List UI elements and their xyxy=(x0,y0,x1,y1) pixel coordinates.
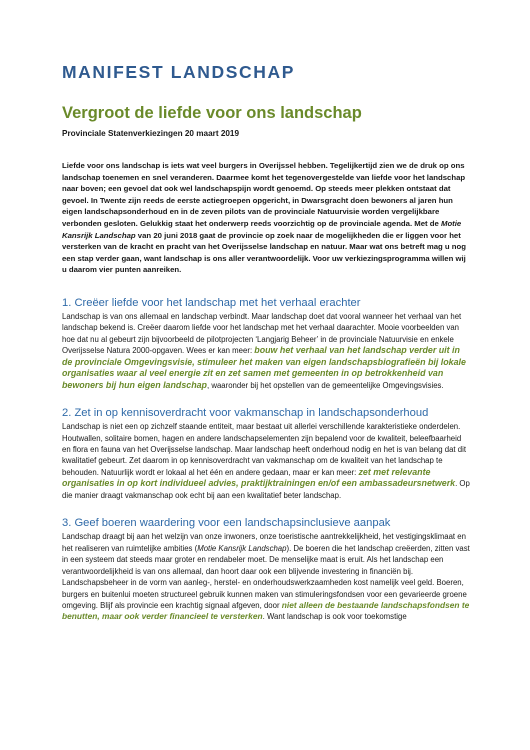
section-3-text: Landschap draagt bij aan het welzijn van onze inwoners, onze toeristische aantrekkelijkheid, het vestigingsklimaat en het realiseren van ruimtelijke ambities ( xyxy=(62,532,466,553)
section-1-highlight: bouw het verhaal van het landschap verder uit in de provinciale Omgevingsvisie, stimuleer het maken van eigen landschapsbiografieën bij lokale organisaties waar al veel energie zit en zet samen met gemeenten in op betrokkenheid van bewoners bij hun eigen landschap xyxy=(62,345,466,390)
section-3-text-end: . Want landschap is ook voor toekomstige xyxy=(262,612,407,622)
section-2-body xyxy=(62,421,472,501)
intro-motion-name: Motie Kansrijk Landschap xyxy=(62,218,462,240)
section-2-text-end: . Op die manier draagt vakmanschap ook echt bij aan een kwalitatief beter landschap. xyxy=(62,479,470,500)
section-3-highlight: niet alleen de bestaande landschapsfondsen te benutten, maar ook verder financieel te versterken xyxy=(62,600,470,622)
section-1-body xyxy=(62,311,472,391)
intro-text-1: Liefde voor ons landschap is iets wat veel burgers in Overijssel hebben. Tegelijkertijd zien we de druk op ons landschap toenemen en snel veranderen. Daarmee komt het tegenovergestelde van liefde voor het landschap naar boven; een gevoel dat ook wel landschapspijn wordt genoemd. Op steeds meer plekken ontstaat dat gevoel. In Twente zijn reeds de eerste actiegroepen opgericht, in Dwarsgracht doen bewoners al jaren hun eigen landschapsonderhoud en in de zeven pilots van de provinciale Natuurvisie worden vergelijkbare verbonden gesloten. Gelukkig staat het onderwerp reeds voorzichtig op de provinciale agenda. Met de xyxy=(62,161,466,228)
intro-paragraph xyxy=(62,160,472,276)
section-1-text: Landschap is van ons allemaal en landschap verbindt. Maar landschap doet dat vooral wanneer het verhaal van het landschap bekend is. Creëer daarom liefde voor het landschap met het verhaal daarachter. Mooie voorbeelden van hoe dat nu al gebeurt zijn bijvoorbeeld de pilotprojecten ‘Langjarig Beheer’ in de provinciale Natuurvisie en enkele Overijsselse Natura 2000-opgaven. Wees er kan meer: xyxy=(62,311,462,356)
section-3-motion-name: Motie Kansrijk Landschap xyxy=(197,543,287,553)
section-3-body xyxy=(62,531,472,623)
section-3-text-mid: ). De boeren die het landschap creëerden, zitten vast in een systeem dat steeds maar groter en rendabeler moet. De menselijke maat is eruit. Als het landschap een verantwoordelijkheid is van ons allemaal, dan hoort daar ook een blijvende investering in financiën bij. Landschapsbeheer in de vorm van aanleg-, herstel- en onderhoudswerkzaamheden kost namelijk veel geld. Boeren, burgers en buitenlui moeten structureel gebruik kunnen maken van stimuleringsfondsen voor een gevarieerde groene omgeving. Blijf als provincie een krachtig signaal afgeven, door xyxy=(62,543,470,610)
section-2-heading: 2. Zet in op kennisoverdracht voor vakmanschap in landschapsonderhoud xyxy=(62,407,429,420)
section-1-heading: 1. Creëer liefde voor het landschap met het verhaal erachter xyxy=(62,296,361,309)
section-3-heading: 3. Geef boeren waardering voor een landschapsinclusieve aanpak xyxy=(62,517,391,530)
date-line: Provinciale Statenverkiezingen 20 maart 2019 xyxy=(62,129,240,138)
document-subtitle: Vergroot de liefde voor ons landschap xyxy=(62,104,362,122)
intro-text-2: van 20 juni 2018 gaat de provincie op zoek naar de mogelijkheden die er liggen voor het versterken van de kracht en pracht van het Overijsselse landschap en natuur. Maar wat ons betreft mag u nog een stap verder gaan, want landschap is ons aller verantwoordelijk. Voor uw verkiezingsprogramma willen wij u daarom vier punten aanreiken. xyxy=(62,230,466,275)
section-2-text: Landschap is niet een op zichzelf staande entiteit, maar bestaat uit allerlei verschillende karakteristieke onderdelen. Houtwallen, solitaire bomen, hagen en andere landschapselementen zijn bepalend voor de kwaliteit, beleefbaarheid en flora en fauna van het Overijsselse landschap. Maar landschap heeft onderhoud nodig en het is van belang dat dit kwalitatief gebeurt. Zet daarom in op kennisoverdracht van vakmanschap om de kwaliteit van het landschap te behouden. Natuurlijk wordt er lokaal al het één en andere gedaan, maar er kan meer: xyxy=(62,422,466,477)
section-1-text-end: , waaronder bij het opstellen van de gemeentelijke Omgevingsvisies. xyxy=(206,380,444,390)
section-2-highlight: zet met relevante organisaties in op kort individueel advies, praktijktrainingen en/of een ambassadeursnetwerk xyxy=(62,466,456,489)
document-title: MANIFEST LANDSCHAP xyxy=(62,62,295,82)
